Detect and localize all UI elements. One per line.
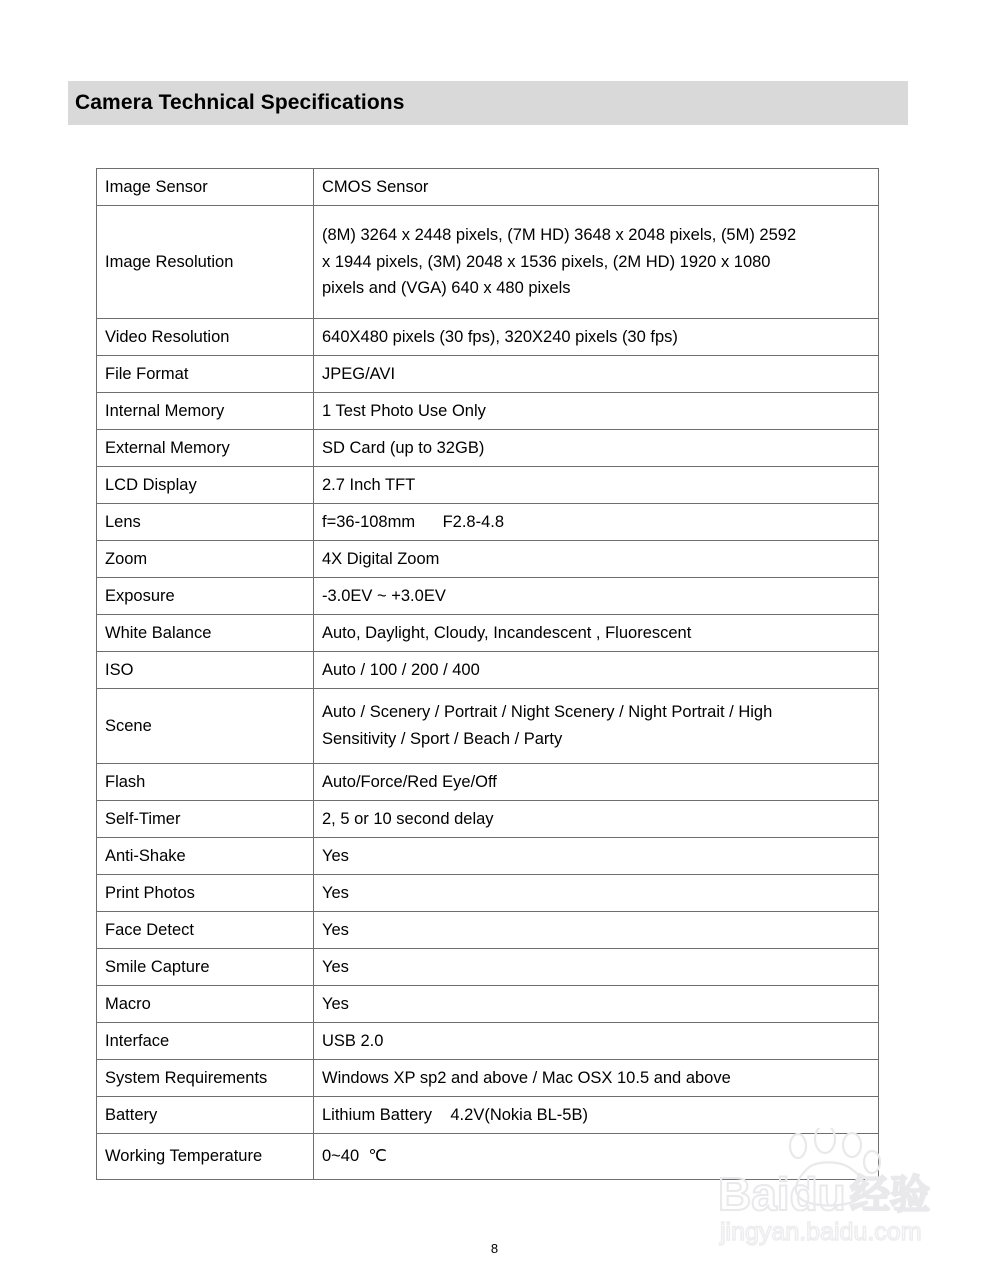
- spec-label-cell: Interface: [97, 1023, 314, 1060]
- section-title-band: [68, 81, 908, 125]
- spec-label-cell: Scene: [97, 689, 314, 764]
- spec-value-cell: [314, 430, 879, 467]
- spec-value-cell: [314, 986, 879, 1023]
- spec-label-cell: External Memory: [97, 430, 314, 467]
- table-row: [97, 169, 879, 206]
- spec-label-cell: Working Temperature: [97, 1134, 314, 1180]
- specifications-table: [96, 168, 879, 1180]
- spec-value-line: -3.0EV ~ +3.0EV: [322, 586, 446, 605]
- table-row: [97, 838, 879, 875]
- spec-value-line: SD Card (up to 32GB): [322, 438, 485, 457]
- spec-value-cell: [314, 912, 879, 949]
- spec-value-cell: [314, 541, 879, 578]
- spec-value-line: Yes: [322, 920, 349, 939]
- spec-value-cell: [314, 393, 879, 430]
- table-row: [97, 467, 879, 504]
- watermark-url-text: jingyan.baidu.com: [720, 1218, 922, 1246]
- page-title: Camera Technical Specifications: [75, 91, 405, 114]
- spec-value-cell: [314, 615, 879, 652]
- table-row: [97, 875, 879, 912]
- spec-value-cell: [314, 356, 879, 393]
- spec-label-cell: Anti-Shake: [97, 838, 314, 875]
- spec-value-line: Yes: [322, 846, 349, 865]
- watermark-brand-cn-text: 经验: [850, 1172, 930, 1218]
- spec-value-cell: [314, 169, 879, 206]
- spec-label-cell: ISO: [97, 652, 314, 689]
- page-number: 8: [490, 1241, 499, 1256]
- spec-value-line: 640X480 pixels (30 fps), 320X240 pixels (30 fps): [322, 327, 678, 346]
- spec-value-line: USB 2.0: [322, 1031, 384, 1050]
- spec-label-cell: LCD Display: [97, 467, 314, 504]
- spec-value-cell: [314, 875, 879, 912]
- spec-value-line: Sensitivity / Sport / Beach / Party: [322, 730, 563, 748]
- spec-value-cell: [314, 1060, 879, 1097]
- spec-label-cell: Macro: [97, 986, 314, 1023]
- spec-value-cell: [314, 504, 879, 541]
- table-row: [97, 652, 879, 689]
- spec-value-line: 0~40 ℃: [322, 1147, 387, 1166]
- spec-label-cell: Internal Memory: [97, 393, 314, 430]
- spec-label-cell: Self-Timer: [97, 801, 314, 838]
- table-row: [97, 801, 879, 838]
- spec-label-cell: Smile Capture: [97, 949, 314, 986]
- table-row: [97, 1023, 879, 1060]
- table-row: [97, 578, 879, 615]
- spec-value-line: Yes: [322, 957, 349, 976]
- spec-label-cell: Face Detect: [97, 912, 314, 949]
- spec-label-cell: Video Resolution: [97, 319, 314, 356]
- table-row: [97, 319, 879, 356]
- table-row: [97, 764, 879, 801]
- spec-value-cell: [314, 1134, 879, 1180]
- spec-value-line: f=36-108mm F2.8-4.8: [322, 512, 505, 531]
- specifications-table-body: [97, 169, 879, 1180]
- table-row: [97, 356, 879, 393]
- spec-value-line: 2, 5 or 10 second delay: [322, 809, 494, 828]
- spec-value-line: Auto / Scenery / Portrait / Night Scenery / Night Portrait / High: [322, 703, 773, 722]
- watermark-brand-text: Baidu: [718, 1168, 846, 1220]
- table-row: [97, 986, 879, 1023]
- table-row: [97, 430, 879, 467]
- spec-value-line: pixels and (VGA) 640 x 480 pixels: [322, 279, 571, 298]
- table-row: [97, 541, 879, 578]
- spec-label-cell: Flash: [97, 764, 314, 801]
- spec-value-line: x 1944 pixels, (3M) 2048 x 1536 pixels, (2M HD) 1920 x 1080: [322, 252, 771, 271]
- table-row: [97, 1134, 879, 1180]
- spec-value-cell: [314, 467, 879, 504]
- table-row: [97, 949, 879, 986]
- spec-label-cell: White Balance: [97, 615, 314, 652]
- spec-label-cell: Zoom: [97, 541, 314, 578]
- table-row: [97, 1060, 879, 1097]
- spec-label-cell: Image Sensor: [97, 169, 314, 206]
- spec-value-line: 4X Digital Zoom: [322, 549, 440, 568]
- spec-value-line: Auto / 100 / 200 / 400: [322, 660, 480, 679]
- spec-value-cell: [314, 652, 879, 689]
- spec-value-cell: [314, 319, 879, 356]
- spec-value-line: Yes: [322, 994, 349, 1013]
- spec-value-cell: [314, 801, 879, 838]
- spec-value-cell: [314, 206, 879, 319]
- spec-label-cell: Print Photos: [97, 875, 314, 912]
- table-row: [97, 206, 879, 319]
- spec-value-line: Windows XP sp2 and above / Mac OSX 10.5 and above: [322, 1068, 731, 1087]
- table-row: [97, 1097, 879, 1134]
- spec-value-line: Lithium Battery 4.2V(Nokia BL-5B): [322, 1105, 588, 1124]
- spec-label-cell: Lens: [97, 504, 314, 541]
- table-row: [97, 504, 879, 541]
- spec-label-cell: Exposure: [97, 578, 314, 615]
- spec-value-line: Auto, Daylight, Cloudy, Incandescent , Fluorescent: [322, 623, 692, 642]
- spec-value-line: 2.7 Inch TFT: [322, 475, 416, 494]
- spec-value-cell: [314, 949, 879, 986]
- spec-value-line: CMOS Sensor: [322, 177, 429, 196]
- spec-value-line: Yes: [322, 883, 349, 902]
- spec-value-line: 1 Test Photo Use Only: [322, 401, 486, 420]
- table-row: [97, 615, 879, 652]
- table-row: [97, 912, 879, 949]
- spec-value-line: (8M) 3264 x 2448 pixels, (7M HD) 3648 x 2048 pixels, (5M) 2592: [322, 225, 797, 244]
- spec-value-line: JPEG/AVI: [322, 364, 396, 383]
- table-row: [97, 393, 879, 430]
- spec-value-cell: [314, 578, 879, 615]
- spec-value-cell: [314, 689, 879, 764]
- spec-label-cell: System Requirements: [97, 1060, 314, 1097]
- spec-value-cell: [314, 764, 879, 801]
- spec-value-cell: [314, 1097, 879, 1134]
- spec-label-cell: Battery: [97, 1097, 314, 1134]
- spec-label-cell: File Format: [97, 356, 314, 393]
- spec-value-line: Auto/Force/Red Eye/Off: [322, 772, 497, 791]
- spec-value-cell: [314, 1023, 879, 1060]
- spec-label-cell: Image Resolution: [97, 206, 314, 319]
- table-row: [97, 689, 879, 764]
- spec-value-cell: [314, 838, 879, 875]
